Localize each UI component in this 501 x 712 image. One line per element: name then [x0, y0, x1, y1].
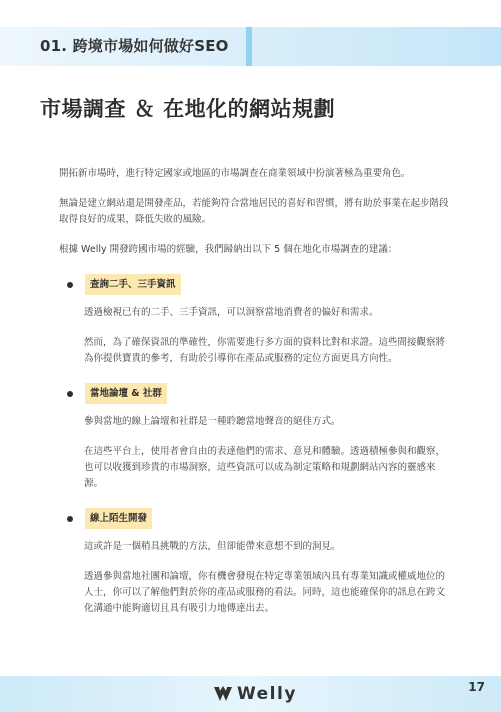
section-paragraph: 透過參與當地社團和論壇，你有機會發現在特定專業領域內具有專業知識或權威地位的人士，你可以了解他們對於你的產品或服務的看法。同時，這也能確保你的訊息在跨文化溝通中能夠適切且具有吸引力地傳達出去。 [84, 571, 446, 614]
section-title-tag: 查詢二手、三手資訊 [85, 274, 181, 295]
intro-paragraph: 開拓新市場時，進行特定國家或地區的市場調查在商業領域中扮演著極為重要角色。 [59, 168, 411, 179]
section-paragraph: 這或許是一個稍具挑戰的方法，但卻能帶來意想不到的洞見。 [84, 541, 341, 552]
page-content [59, 166, 449, 633]
section-title-tag: 線上陌生開發 [85, 508, 152, 529]
logo-text: Welly [237, 684, 297, 704]
section-3 [59, 508, 449, 617]
section-paragraph: 參與當地的線上論壇和社群是一種聆聽當地聲音的絕佳方式。 [84, 416, 341, 427]
page-number: 17 [468, 680, 485, 694]
section-label: 01. 跨境市場如何做好SEO [40, 37, 229, 55]
header-accent-bar [246, 27, 252, 66]
section-heading [67, 508, 449, 529]
section-heading [67, 383, 449, 404]
bullet-dot [67, 282, 73, 288]
section-2 [59, 383, 449, 492]
section-paragraph: 在這些平台上，使用者會自由的表達他們的需求、意見和體驗。透過積極參與和觀察，也可以收獲到珍貴的市場洞察，這些資訊可以成為制定策略和規劃網站內容的靈感來源。 [84, 446, 446, 489]
section-paragraph: 然而，為了確保資訊的準確性，你需要進行多方面的資料比對和求證。這些間接觀察將為你提供寶貴的參考，有助於引導你在產品或服務的定位方面更具方向性。 [84, 337, 446, 364]
welly-logo-icon [213, 685, 233, 703]
section-1 [59, 274, 449, 367]
bullet-dot [67, 516, 73, 522]
intro-paragraph: 根據 Welly 開發跨國市場的經驗，我們歸納出以下 5 個在地化市場調查的建議： [59, 244, 398, 255]
section-heading [67, 274, 449, 295]
page-title: 市場調查 ＆ 在地化的網站規劃 [40, 97, 336, 121]
section-title-tag: 當地論壇 & 社群 [85, 383, 167, 404]
bullet-dot [67, 391, 73, 397]
section-paragraph: 透過檢視已有的二手、三手資訊，可以洞察當地消費者的偏好和需求。 [84, 307, 379, 318]
welly-logo [213, 684, 297, 704]
intro-paragraph: 無論是建立網站還是開發產品，若能夠符合當地居民的喜好和習慣，將有助於事業在起步階段取得良好的成果，降低失敗的風險。 [59, 198, 449, 225]
